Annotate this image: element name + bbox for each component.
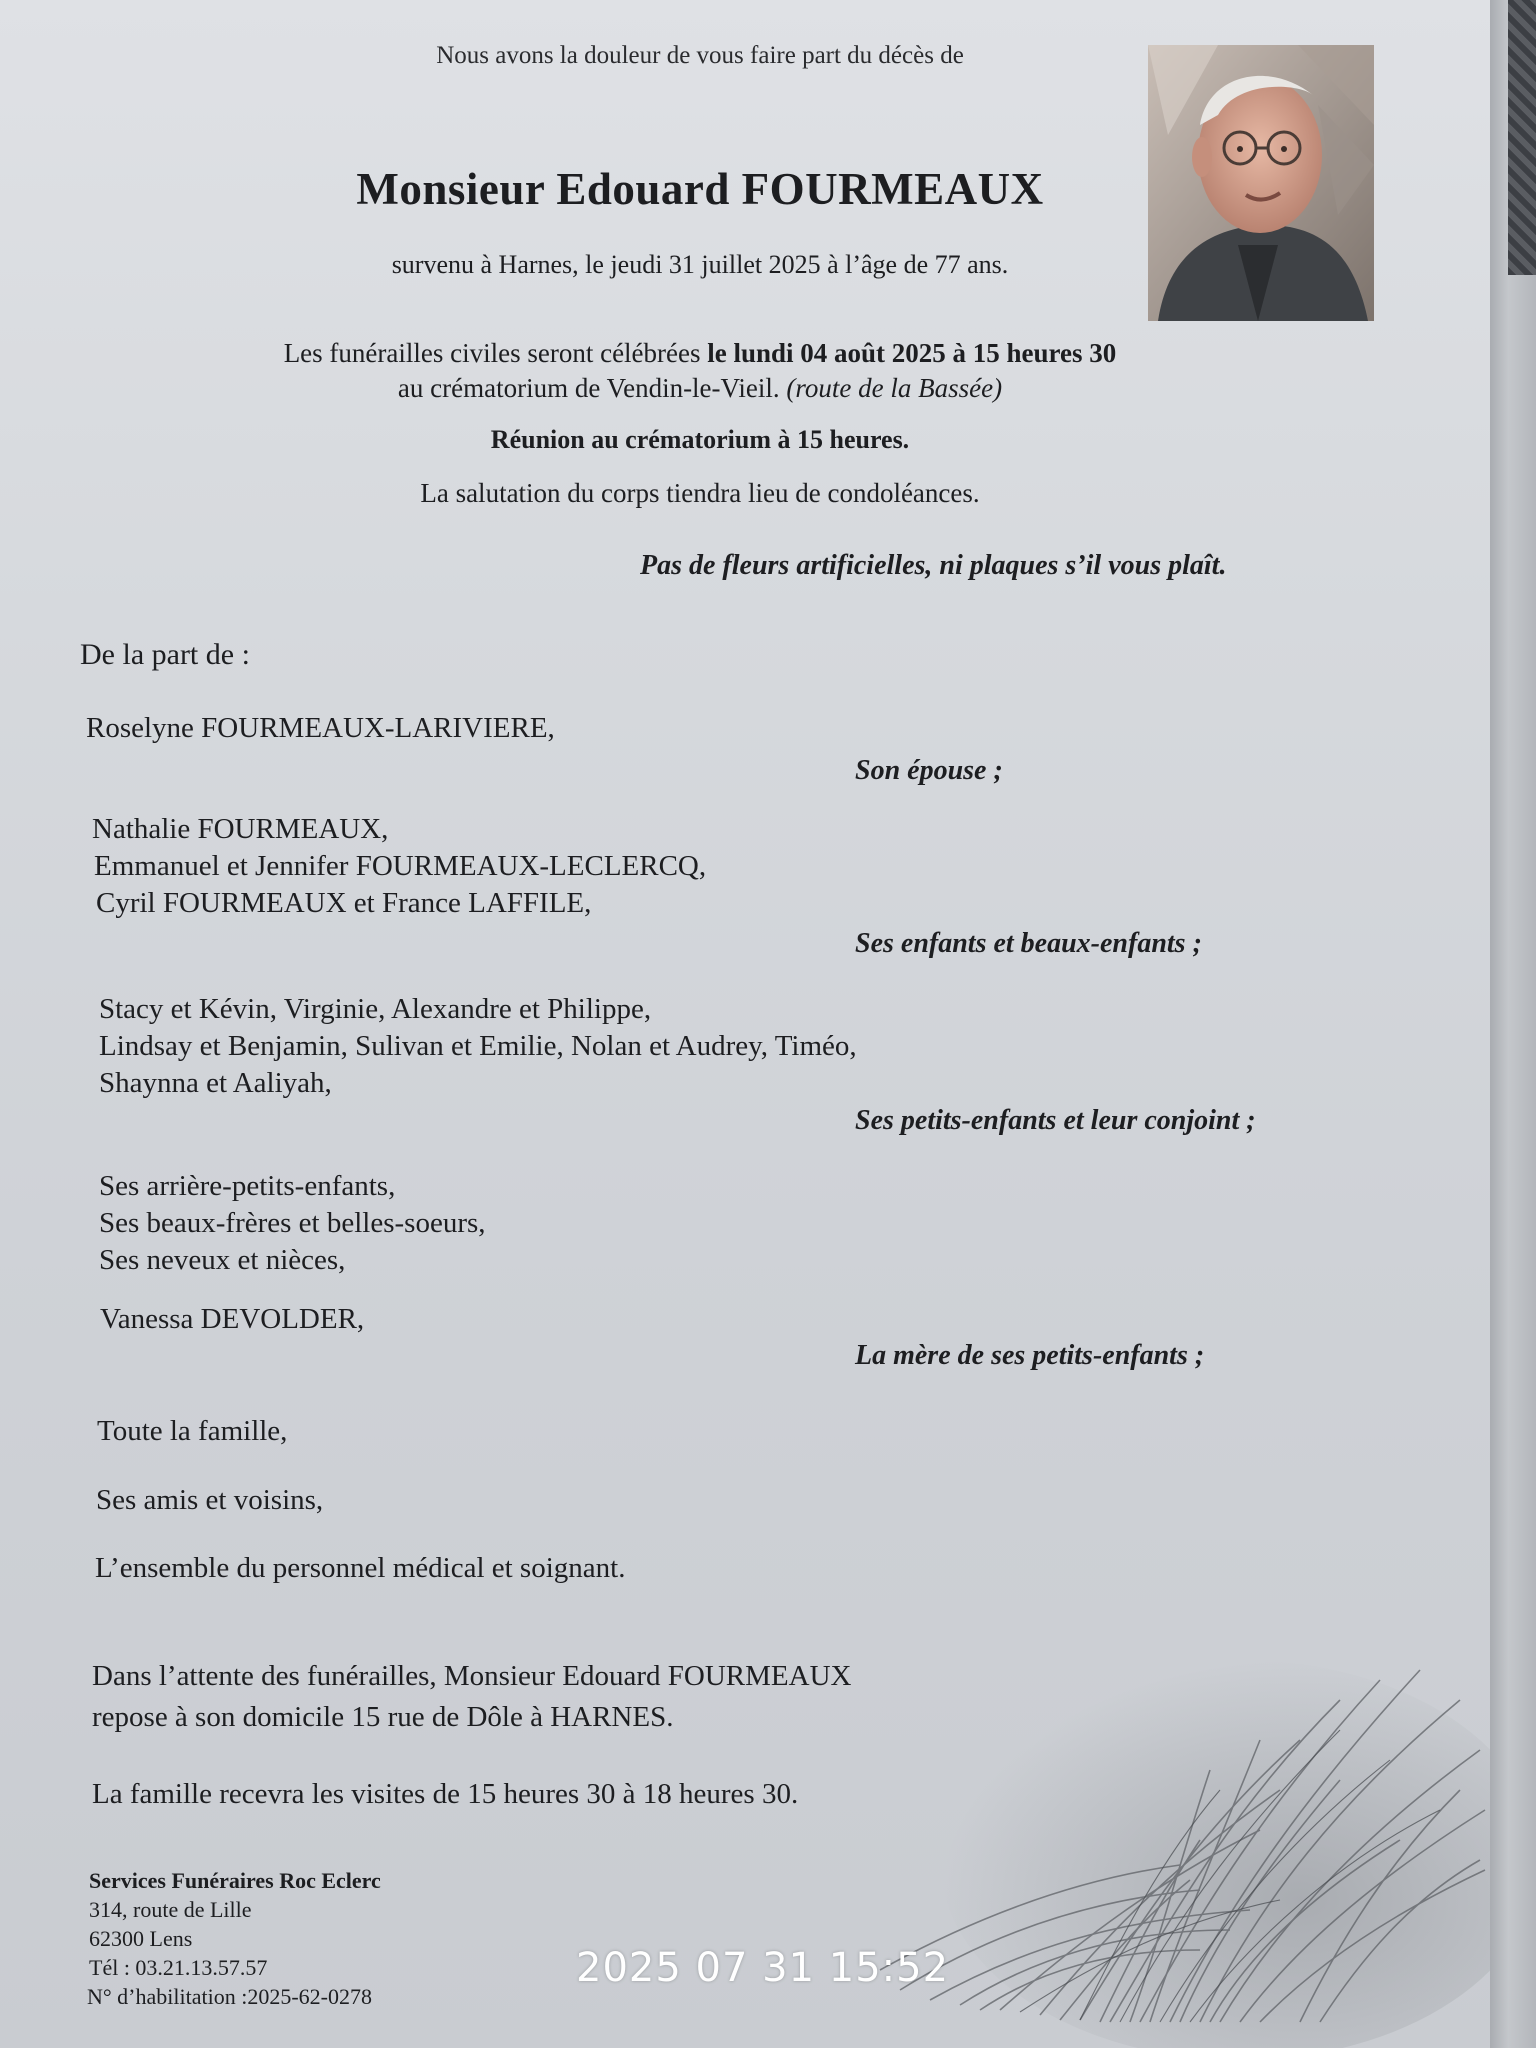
funeral-road: (route de la Bassée) [786,373,1003,403]
photo-timestamp: 2025 07 31 15:52 [576,1945,950,1991]
child-line-2: Emmanuel et Jennifer FOURMEAUX-LECLERCQ, [94,850,707,882]
deceased-name: Monsieur Edouard FOURMEAUX [356,164,1044,214]
extended-line-3: Ses neveux et nièces, [99,1244,346,1276]
from-label: De la part de : [80,638,250,671]
extended-line-2: Ses beaux-frères et belles-soeurs, [99,1207,486,1239]
grandchildren-role: Ses petits-enfants et leur conjoint ; [855,1105,1256,1136]
funeral-home-address: 314, route de Lille [89,1897,252,1922]
funeral-home-city: 62300 Lens [89,1926,193,1951]
rest-line-2: repose à son domicile 15 rue de Dôle à HARNES. [92,1701,674,1733]
child-line-1: Nathalie FOURMEAUX, [92,813,389,845]
children-role: Ses enfants et beaux-enfants ; [855,928,1202,959]
whole-family: Toute la famille, [97,1415,288,1447]
background-object [1508,0,1536,275]
grandchild-line-2: Lindsay et Benjamin, Sulivan et Emilie, Nolan et Audrey, Timéo, [99,1030,857,1062]
funeral-date-time: le lundi 04 août 2025 à 15 heures 30 [707,338,1117,368]
grandchildren-mother-name: Vanessa DEVOLDER, [100,1303,365,1335]
medical-staff: L’ensemble du personnel médical et soignant. [95,1552,626,1584]
rest-line-1: Dans l’attente des funérailles, Monsieur Edouard FOURMEAUX [92,1660,852,1692]
extended-line-1: Ses arrière-petits-enfants, [99,1170,396,1202]
flowers-notice: Pas de fleurs artificielles, ni plaques s’il vous plaît. [640,550,1227,581]
intro-text: Nous avons la douleur de vous faire part du décès de [436,42,964,69]
condolences-info: La salutation du corps tiendra lieu de condoléances. [420,478,980,508]
spouse-name: Roselyne FOURMEAUX-LARIVIERE, [86,712,555,744]
funeral-location: au crématorium de Vendin-le-Vieil. [397,373,787,403]
funeral-home-phone: Tél : 03.21.13.57.57 [89,1955,268,1980]
child-line-3: Cyril FOURMEAUX et France LAFFILE, [96,887,592,919]
friends-neighbors: Ses amis et voisins, [96,1484,324,1516]
grandchild-line-3: Shaynna et Aaliyah, [99,1067,332,1099]
funeral-line-1-regular: Les funérailles civiles seront célébrées [283,338,708,368]
grandchildren-mother-role: La mère de ses petits-enfants ; [855,1340,1205,1371]
funeral-home-name: Services Funéraires Roc Eclerc [89,1868,381,1893]
grandchild-line-1: Stacy et Kévin, Virginie, Alexandre et Philippe, [99,993,652,1025]
death-info: survenu à Harnes, le jeudi 31 juillet 2025 à l’âge de 77 ans. [391,250,1009,279]
funeral-line-2 [150,373,1250,404]
spouse-role: Son épouse ; [855,755,1003,786]
funeral-home-license: N° d’habilitation :2025-62-0278 [87,1984,372,2009]
table-edge [1490,0,1536,2048]
funeral-line-1 [150,338,1250,369]
visits-info: La famille recevra les visites de 15 heures 30 à 18 heures 30. [92,1778,799,1810]
meeting-info: Réunion au crématorium à 15 heures. [490,425,910,454]
